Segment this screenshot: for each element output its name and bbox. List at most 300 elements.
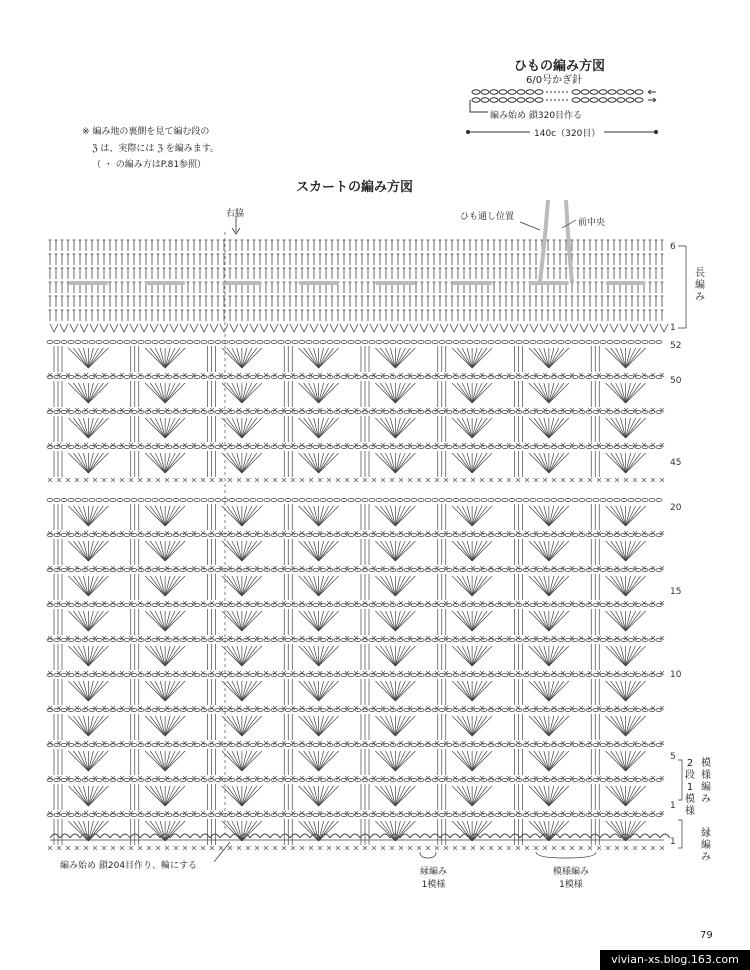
chain-stitch	[614, 375, 620, 378]
sc-stitch	[237, 846, 241, 850]
sc-stitch	[327, 846, 331, 850]
chain-stitch	[75, 498, 81, 501]
fan-stitch	[529, 681, 549, 701]
fan-stitch	[539, 576, 549, 596]
sc-stitch	[642, 776, 646, 780]
chain-stitch	[593, 778, 599, 781]
border-shell	[650, 834, 660, 838]
border-shell	[490, 834, 500, 838]
sc-stitch	[309, 846, 313, 850]
chain-stitch	[467, 813, 473, 816]
chain-stitch	[551, 813, 557, 816]
sc-stitch	[228, 478, 232, 482]
sc-stitch	[201, 846, 205, 850]
chain-stitch	[278, 673, 284, 676]
fan-stitch	[626, 821, 646, 841]
sc-stitch	[246, 478, 250, 482]
chain-stitch	[404, 568, 410, 571]
sc-stitch	[183, 811, 187, 815]
fan-stitch	[299, 786, 319, 806]
join-stitch	[320, 324, 328, 332]
sc-stitch	[138, 443, 142, 447]
fan-stitch	[88, 506, 98, 526]
chain-stitch	[628, 340, 634, 343]
sc-stitch	[300, 373, 304, 377]
sc-stitch	[210, 478, 214, 482]
fan-stitch	[472, 453, 492, 473]
fan-stitch	[549, 646, 559, 666]
sc-stitch	[426, 741, 430, 745]
fan-stitch	[319, 506, 329, 526]
sc-stitch	[120, 566, 124, 570]
sc-stitch	[426, 408, 430, 412]
chain-stitch	[341, 375, 347, 378]
fan-stitch	[529, 646, 549, 666]
chain-stitch	[110, 603, 116, 606]
fan-stitch	[299, 453, 319, 473]
sc-stitch	[228, 443, 232, 447]
page-number: 79	[700, 930, 713, 941]
chain-stitch	[299, 498, 305, 501]
fan-stitch	[549, 716, 569, 736]
sc-stitch	[417, 566, 421, 570]
sc-stitch	[273, 776, 277, 780]
sc-stitch	[453, 706, 457, 710]
fan-stitch	[472, 348, 492, 368]
sc-stitch	[120, 671, 124, 675]
chain-stitch	[131, 498, 137, 501]
fan-stitch	[232, 646, 242, 666]
sc-stitch	[219, 846, 223, 850]
sc-stitch	[174, 776, 178, 780]
chain-stitch	[257, 638, 263, 641]
sc-stitch	[579, 443, 583, 447]
sc-stitch	[219, 478, 223, 482]
chain-stitch	[467, 498, 473, 501]
chain-stitch	[383, 673, 389, 676]
sc-stitch	[462, 636, 466, 640]
sc-stitch	[453, 636, 457, 640]
fan-stitch	[549, 348, 569, 368]
fan-stitch	[375, 541, 395, 561]
sc-stitch	[84, 776, 88, 780]
join-stitch	[210, 324, 218, 332]
fan-stitch	[375, 611, 395, 631]
fan-stitch	[145, 646, 165, 666]
sc-stitch	[399, 566, 403, 570]
join-stitch	[400, 324, 408, 332]
chain-stitch	[320, 708, 326, 711]
sc-stitch	[156, 478, 160, 482]
chain-stitch	[628, 498, 634, 501]
sc-stitch	[489, 601, 493, 605]
border-shell	[190, 834, 200, 838]
row-number-5: 5	[670, 752, 676, 762]
fan-stitch	[385, 576, 395, 596]
sc-stitch	[624, 741, 628, 745]
sc-stitch	[552, 531, 556, 535]
sc-stitch	[57, 478, 61, 482]
chain-stitch	[278, 708, 284, 711]
fan-stitch	[472, 751, 492, 771]
chain-stitch	[425, 708, 431, 711]
sc-stitch	[516, 443, 520, 447]
fan-stitch	[242, 751, 262, 771]
fan-stitch	[395, 506, 405, 526]
sc-stitch	[354, 811, 358, 815]
sc-stitch	[570, 478, 574, 482]
sc-stitch	[525, 671, 529, 675]
chain-stitch	[530, 533, 536, 536]
fan-stitch	[165, 751, 185, 771]
sc-stitch	[48, 671, 52, 675]
sc-stitch	[561, 671, 565, 675]
chain-stitch	[152, 708, 158, 711]
row-number-52: 52	[670, 341, 682, 351]
chain-stitch	[544, 498, 550, 501]
fan-stitch	[549, 453, 559, 473]
sc-stitch	[354, 478, 358, 482]
sc-stitch	[480, 443, 484, 447]
sc-stitch	[372, 601, 376, 605]
sc-stitch	[183, 636, 187, 640]
join-stitch	[290, 324, 298, 332]
sc-stitch	[336, 636, 340, 640]
sc-stitch	[561, 531, 565, 535]
sc-stitch	[138, 531, 142, 535]
sc-stitch	[363, 443, 367, 447]
chain-stitch	[110, 445, 116, 448]
chain-stitch	[656, 445, 662, 448]
chain-stitch	[110, 813, 116, 816]
chain-stitch	[215, 410, 221, 413]
fan-stitch	[68, 576, 88, 596]
chain-stitch	[516, 498, 522, 501]
fan-stitch	[626, 611, 636, 631]
sc-stitch	[390, 741, 394, 745]
chain-stitch	[278, 375, 284, 378]
chain-stitch	[635, 673, 641, 676]
sc-stitch	[453, 443, 457, 447]
chain-stitch	[586, 498, 592, 501]
chain-stitch	[621, 340, 627, 343]
chain-stitch	[467, 533, 473, 536]
sc-stitch	[327, 443, 331, 447]
fan-stitch	[626, 453, 646, 473]
sc-stitch	[606, 776, 610, 780]
fan-stitch	[145, 716, 165, 736]
sc-stitch	[615, 706, 619, 710]
fan-stitch	[319, 348, 329, 368]
skirt-start-note: 編み始め 鎖204目作り、輪にする	[60, 861, 198, 871]
fan-stitch	[472, 786, 482, 806]
chain-stitch	[530, 410, 536, 413]
sc-stitch	[102, 478, 106, 482]
sc-stitch	[138, 601, 142, 605]
join-stitch	[260, 324, 268, 332]
sc-stitch	[300, 776, 304, 780]
chain-stitch	[572, 410, 578, 413]
sc-stitch	[57, 846, 61, 850]
border-shell	[600, 834, 610, 838]
fan-stitch	[232, 611, 242, 631]
sc-stitch	[480, 408, 484, 412]
fan-stitch	[145, 383, 165, 403]
sc-stitch	[273, 566, 277, 570]
sc-stitch	[561, 846, 565, 850]
fan-stitch	[395, 716, 415, 736]
sc-stitch	[174, 531, 178, 535]
sc-stitch	[84, 811, 88, 815]
fan-stitch	[462, 541, 472, 561]
sc-stitch	[417, 443, 421, 447]
sc-stitch	[165, 776, 169, 780]
chain-stitch	[425, 498, 431, 501]
sc-stitch	[453, 478, 457, 482]
sc-stitch	[399, 408, 403, 412]
sc-stitch	[174, 566, 178, 570]
chain-stitch	[439, 340, 445, 343]
fan-stitch	[155, 506, 165, 526]
sc-stitch	[399, 741, 403, 745]
chain-stitch	[341, 410, 347, 413]
chain-stitch	[152, 410, 158, 413]
fan-stitch	[299, 348, 319, 368]
sc-stitch	[174, 443, 178, 447]
fan-stitch	[452, 453, 472, 473]
join-stitch	[620, 324, 628, 332]
chain-stitch	[278, 778, 284, 781]
sc-stitch	[57, 443, 61, 447]
chain-stitch	[509, 813, 515, 816]
note-line-2: ℨ は、実際には ℨ を編みます。	[92, 144, 220, 154]
fan-stitch	[385, 646, 395, 666]
chain-stitch	[299, 743, 305, 746]
sc-stitch	[336, 671, 340, 675]
chain-stitch	[320, 410, 326, 413]
border-shell	[270, 834, 280, 838]
fan-stitch	[462, 506, 472, 526]
chain-stitch	[278, 603, 284, 606]
chain-stitch	[68, 638, 74, 641]
fan-stitch	[299, 418, 319, 438]
sc-stitch	[525, 601, 529, 605]
fan-stitch	[309, 383, 319, 403]
side-label-border: 縁編み	[701, 828, 711, 863]
sc-stitch	[237, 373, 241, 377]
fan-stitch	[165, 348, 185, 368]
fan-stitch	[472, 611, 492, 631]
chain-stitch	[320, 743, 326, 746]
chain-stitch	[327, 340, 333, 343]
join-stitch	[630, 324, 638, 332]
chain-stitch	[194, 410, 200, 413]
chain-stitch	[68, 340, 74, 343]
chain-stitch	[572, 603, 578, 606]
sc-stitch	[336, 741, 340, 745]
sc-stitch	[507, 478, 511, 482]
chain-stitch	[362, 813, 368, 816]
sc-stitch	[147, 811, 151, 815]
fan-stitch	[319, 453, 339, 473]
fan-stitch	[385, 541, 395, 561]
sc-stitch	[246, 741, 250, 745]
cord-line-right	[566, 200, 572, 282]
chain-stitch	[152, 445, 158, 448]
chain-stitch	[635, 445, 641, 448]
chain-stitch	[257, 375, 263, 378]
chain-stitch	[593, 445, 599, 448]
fan-stitch	[549, 383, 559, 403]
chain-stitch	[173, 533, 179, 536]
sc-stitch	[642, 443, 646, 447]
chain-stitch	[425, 340, 431, 343]
fan-stitch	[539, 348, 549, 368]
fan-stitch	[606, 418, 626, 438]
fan-stitch	[88, 453, 98, 473]
sc-stitch	[192, 846, 196, 850]
sc-stitch	[642, 811, 646, 815]
sc-stitch	[291, 741, 295, 745]
border-shell	[50, 834, 60, 838]
chain-stitch	[117, 340, 123, 343]
sc-stitch	[264, 478, 268, 482]
fan-stitch	[395, 681, 405, 701]
chain-stitch	[467, 638, 473, 641]
sc-stitch	[399, 706, 403, 710]
fan-stitch	[165, 418, 175, 438]
chain-stitch	[502, 498, 508, 501]
fan-stitch	[319, 681, 329, 701]
chain-stitch	[278, 743, 284, 746]
fan-stitch	[539, 418, 549, 438]
chain-stitch	[320, 340, 326, 343]
border-shell	[580, 834, 590, 838]
sc-stitch	[75, 373, 79, 377]
border-shell	[610, 834, 620, 838]
sc-stitch	[345, 478, 349, 482]
sc-stitch	[84, 566, 88, 570]
sc-stitch	[84, 408, 88, 412]
sc-stitch	[624, 373, 628, 377]
fan-stitch	[309, 418, 319, 438]
row-number-1-bottom: 1	[670, 801, 676, 811]
chain-stitch	[383, 708, 389, 711]
fan-stitch	[395, 418, 415, 438]
row-number-10: 10	[670, 670, 682, 680]
chain-stitch	[215, 498, 221, 501]
fan-stitch	[472, 681, 492, 701]
sc-stitch	[111, 566, 115, 570]
sc-stitch	[426, 671, 430, 675]
chain-stitch	[215, 533, 221, 536]
chain-stitch	[425, 673, 431, 676]
fan-stitch	[155, 418, 165, 438]
fan-stitch	[626, 348, 636, 368]
fan-stitch	[626, 786, 636, 806]
chain-stitch	[390, 498, 396, 501]
fan-stitch	[626, 786, 646, 806]
sc-stitch	[552, 408, 556, 412]
chain-stitch	[152, 743, 158, 746]
sc-stitch	[174, 741, 178, 745]
chain-stitch	[614, 410, 620, 413]
sc-stitch	[462, 601, 466, 605]
chain-stitch	[173, 445, 179, 448]
fan-stitch	[385, 418, 395, 438]
sc-stitch	[165, 636, 169, 640]
sc-stitch	[291, 636, 295, 640]
sc-stitch	[228, 776, 232, 780]
fan-stitch	[88, 418, 108, 438]
sc-stitch	[516, 741, 520, 745]
sc-stitch	[201, 671, 205, 675]
sc-stitch	[264, 566, 268, 570]
fan-stitch	[549, 681, 569, 701]
sc-stitch	[606, 741, 610, 745]
fan-stitch	[395, 646, 415, 666]
sc-stitch	[120, 776, 124, 780]
chain-stitch	[362, 778, 368, 781]
fan-stitch	[309, 681, 319, 701]
chain-stitch	[593, 603, 599, 606]
chain-stitch	[236, 340, 242, 343]
sc-stitch	[417, 531, 421, 535]
fan-stitch	[549, 611, 569, 631]
fan-stitch	[626, 348, 646, 368]
fan-stitch	[242, 453, 262, 473]
join-stitch	[480, 324, 488, 332]
sc-stitch	[615, 531, 619, 535]
sc-stitch	[300, 671, 304, 675]
chain-stitch	[152, 778, 158, 781]
sc-stitch	[498, 566, 502, 570]
chain-stitch	[467, 568, 473, 571]
sc-stitch	[624, 776, 628, 780]
fan-stitch	[375, 716, 395, 736]
sc-stitch	[642, 566, 646, 570]
border-shell	[290, 834, 300, 838]
sc-stitch	[291, 706, 295, 710]
chain-stitch	[166, 340, 172, 343]
sc-stitch	[462, 443, 466, 447]
sc-stitch	[336, 601, 340, 605]
sc-stitch	[327, 373, 331, 377]
border-bracket	[678, 820, 682, 848]
sc-stitch	[264, 636, 268, 640]
fan-stitch	[472, 821, 492, 841]
side-label-pattern: 模様編み	[701, 758, 711, 805]
join-stitch	[660, 324, 668, 332]
sc-stitch	[111, 443, 115, 447]
dc-bracket	[678, 246, 686, 328]
sc-stitch	[75, 776, 79, 780]
fan-stitch	[549, 611, 559, 631]
fan-stitch	[165, 348, 175, 368]
chain-stitch	[47, 533, 53, 536]
chain-stitch	[243, 498, 249, 501]
sc-stitch	[453, 811, 457, 815]
chain-stitch	[152, 533, 158, 536]
sc-stitch	[354, 671, 358, 675]
sc-stitch	[561, 811, 565, 815]
chain-stitch	[355, 498, 361, 501]
chain-stitch	[383, 445, 389, 448]
join-stitch	[330, 324, 338, 332]
sc-stitch	[264, 443, 268, 447]
chain-stitch	[208, 340, 214, 343]
fan-stitch	[319, 506, 339, 526]
